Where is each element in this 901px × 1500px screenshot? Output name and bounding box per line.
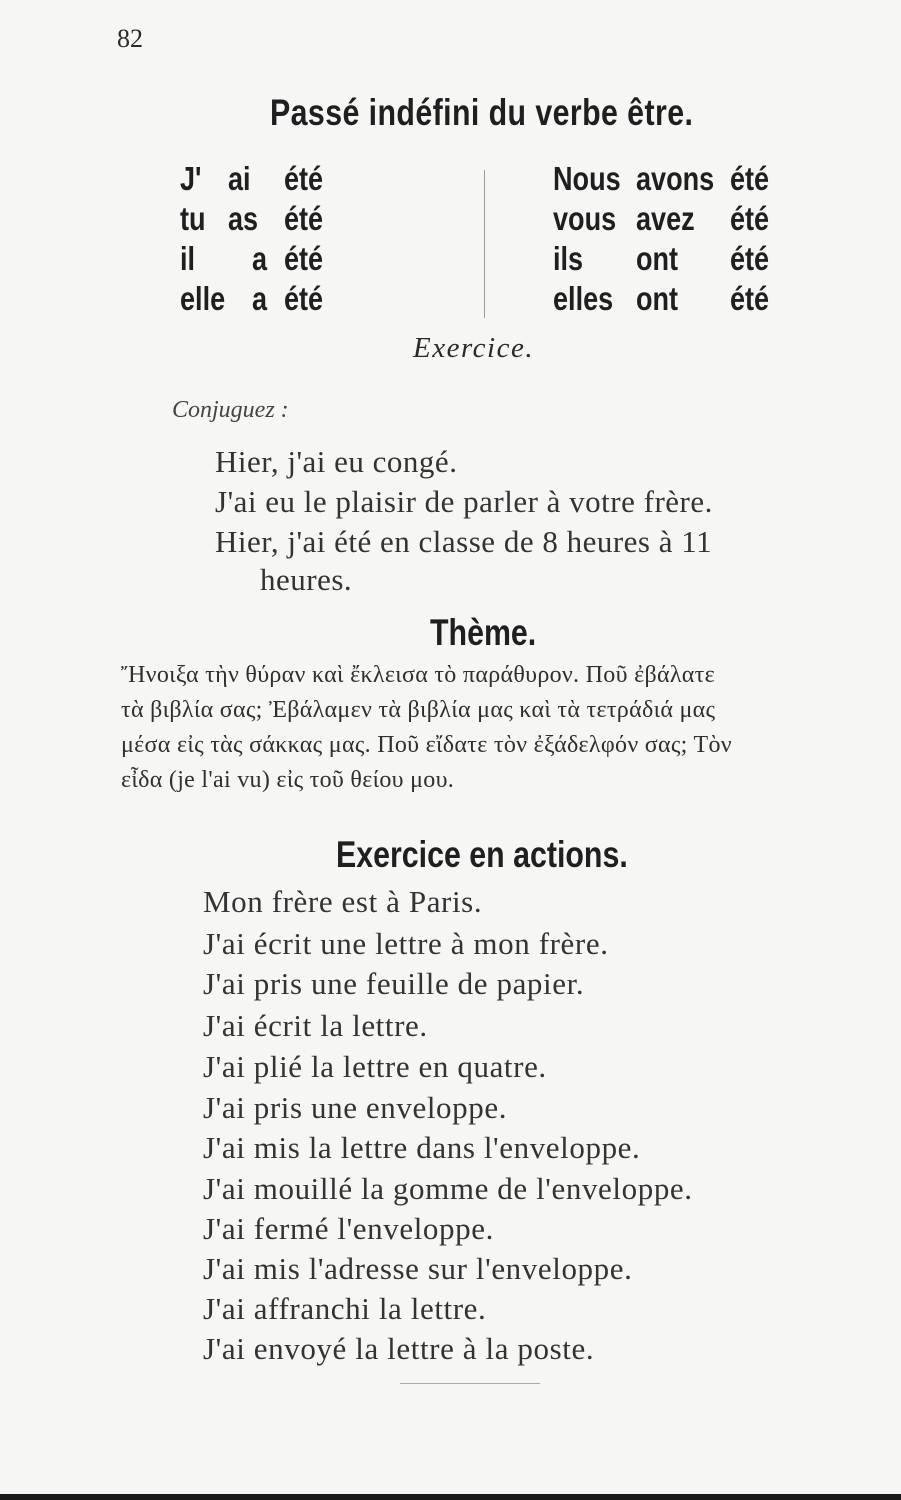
conjuguez-line-1: Hier, j'ai eu congé. [215, 444, 458, 479]
conj-left-2-pronoun: tu [180, 200, 206, 237]
conj-right-3-participle: été [730, 240, 770, 277]
conj-right-2-aux: avez [636, 200, 695, 237]
conj-right-4-pronoun: elles [553, 280, 614, 317]
bottom-rule [400, 1383, 540, 1384]
conj-right-2-pronoun: vous [553, 200, 617, 237]
greek-line-4: εἶδα (je l'ai vu) εἰς τοῦ θείου μου. [121, 767, 455, 793]
conj-left-1-pronoun: J' [180, 160, 202, 197]
conj-right-2-participle: été [730, 200, 770, 237]
conjuguez-line-4: heures. [260, 562, 353, 597]
conjuguez-line-3: Hier, j'ai été en classe de 8 heures à 11 [215, 524, 713, 559]
conjuguez-line-2: J'ai eu le plaisir de parler à votre frère. [215, 484, 713, 519]
action-line-2: J'ai écrit une lettre à mon frère. [203, 926, 609, 961]
conj-left-1-aux: ai [228, 160, 251, 197]
conjugation-divider [484, 170, 485, 318]
scan-edge [0, 1494, 901, 1500]
exercice-title: Exercice. [413, 332, 535, 364]
action-line-5: J'ai plié la lettre en quatre. [203, 1049, 547, 1084]
conj-right-3-aux: ont [636, 240, 679, 277]
conj-right-4-participle: été [730, 280, 770, 317]
conj-left-2-aux: as [228, 200, 259, 237]
actions-title: Exercice en actions. [336, 834, 628, 875]
action-line-1: Mon frère est à Paris. [203, 884, 483, 919]
conj-left-3-participle: été [284, 240, 324, 277]
conjuguez-label: Conjuguez : [172, 397, 289, 423]
action-line-4: J'ai écrit la lettre. [203, 1008, 428, 1043]
action-line-10: J'ai mis l'adresse sur l'enveloppe. [203, 1251, 633, 1286]
conj-left-3-pronoun: il [180, 240, 196, 277]
conj-right-4-aux: ont [636, 280, 679, 317]
greek-line-1: Ἤνοιξα τὴν θύραν καὶ ἔκλεισα τὸ παράθυρον. Ποῦ ἐβάλατε [121, 662, 715, 688]
action-line-12: J'ai envoyé la lettre à la poste. [203, 1331, 595, 1366]
conj-left-1-participle: été [284, 160, 324, 197]
action-line-8: J'ai mouillé la gomme de l'enveloppe. [203, 1171, 693, 1206]
page-number: 82 [117, 24, 143, 53]
conj-left-4-participle: été [284, 280, 324, 317]
theme-title: Thème. [430, 612, 537, 653]
greek-line-3: μέσα εἰς τὰς σάκκας μας. Ποῦ εἴδατε τὸν ἐξάδελφόν σας; Τὸν [121, 732, 732, 758]
conj-left-4-pronoun: elle [180, 280, 226, 317]
conj-right-1-aux: avons [636, 160, 715, 197]
action-line-11: J'ai affranchi la lettre. [203, 1291, 487, 1326]
action-line-6: J'ai pris une enveloppe. [203, 1090, 508, 1125]
action-line-9: J'ai fermé l'enveloppe. [203, 1211, 494, 1246]
greek-line-2: τὰ βιβλία σας; Ἐβάλαμεν τὰ βιβλία μας καὶ τὰ τετράδιά μας [121, 697, 716, 723]
section-heading: Passé indéfini du verbe être. [270, 92, 694, 133]
action-line-3: J'ai pris une feuille de papier. [203, 966, 585, 1001]
conj-left-4-aux: a [252, 280, 268, 317]
conj-right-1-pronoun: Nous [553, 160, 621, 197]
conj-right-3-pronoun: ils [553, 240, 584, 277]
conj-left-2-participle: été [284, 200, 324, 237]
conj-left-3-aux: a [252, 240, 268, 277]
conj-right-1-participle: été [730, 160, 770, 197]
action-line-7: J'ai mis la lettre dans l'enveloppe. [203, 1130, 641, 1165]
